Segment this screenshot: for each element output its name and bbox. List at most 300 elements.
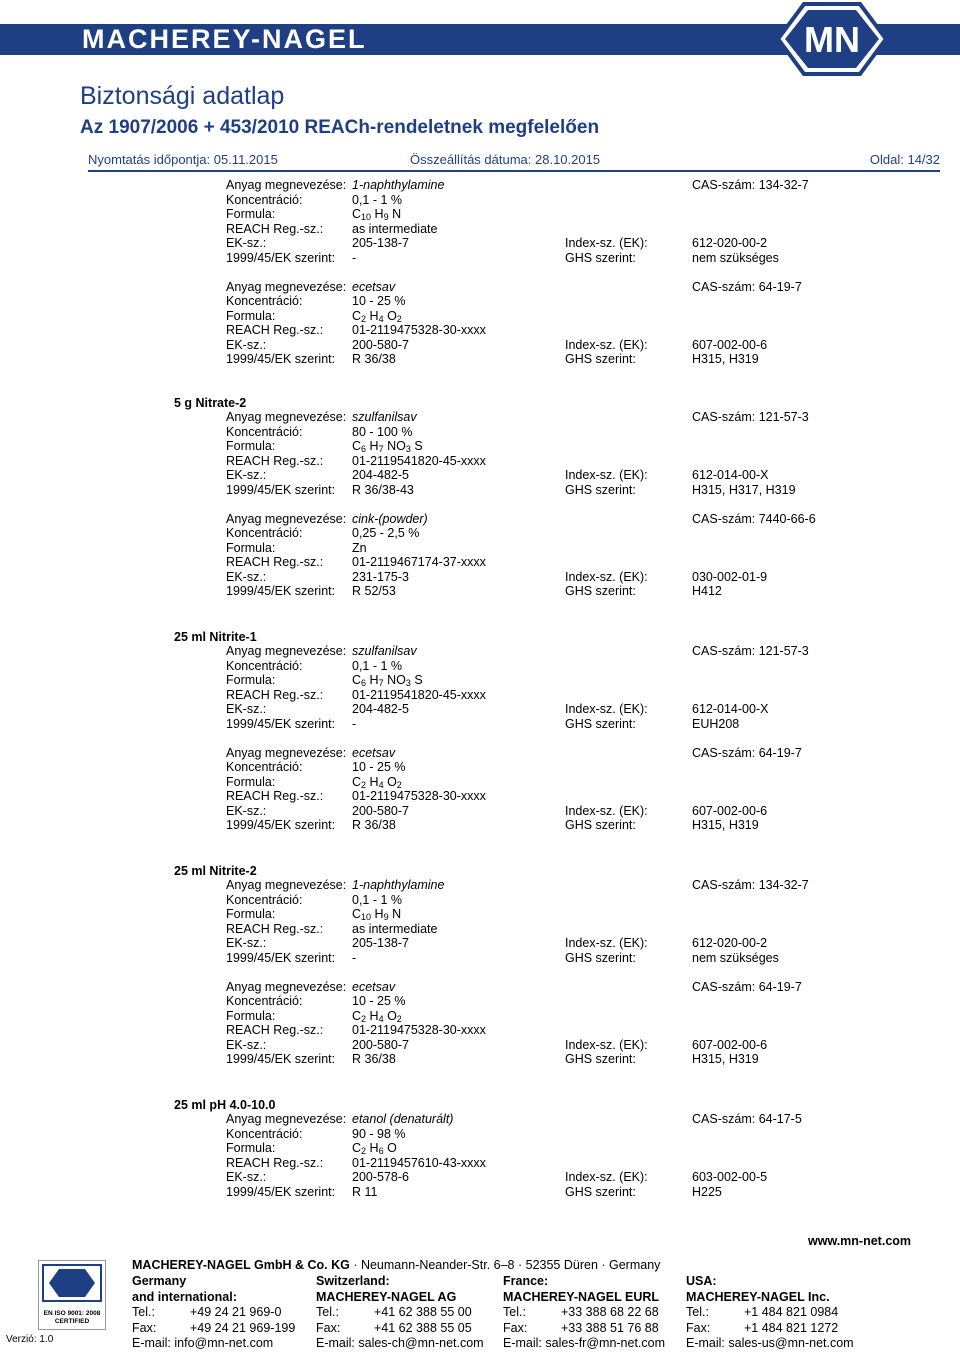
index-number: 607-002-00-6	[692, 803, 768, 818]
footer-fax	[686, 1321, 854, 1337]
label-index: Index-sz. (EK):	[565, 1037, 648, 1052]
r-phrase: R 36/38	[352, 352, 396, 366]
label-cas: CAS-szám:	[692, 878, 756, 892]
footer-tel-label: Tel.:	[503, 1305, 526, 1319]
label-reach: REACH Reg.-sz.:	[226, 687, 324, 702]
substance-row	[0, 193, 960, 208]
substance-row	[0, 280, 960, 295]
label-concentration: Koncentráció:	[226, 526, 303, 540]
concentration-value: 90 - 98 %	[352, 1126, 406, 1141]
brand-name: MACHEREY-NAGEL	[82, 24, 367, 54]
footer-company-address: · Neumann-Neander-Str. 6–8 · 52355 Düren · Germany	[349, 1258, 661, 1272]
formula-subscript: 2	[396, 779, 402, 790]
footer-contact-column	[503, 1274, 665, 1352]
concentration-value: 10 - 25 %	[352, 994, 406, 1008]
substance-row	[0, 338, 960, 353]
reach-number: 01-2119475328-30-xxxx	[352, 1023, 486, 1037]
formula-subscript: 9	[383, 912, 389, 922]
label-ghs: GHS szerint:	[565, 250, 636, 265]
reach-number: 01-2119541820-45-xxxx	[352, 453, 486, 468]
label-ek: EK-sz.:	[226, 936, 267, 950]
ghs-statement: EUH208	[692, 716, 740, 731]
ek-number: 200-580-7	[352, 1037, 409, 1052]
substance-row	[0, 570, 960, 585]
formula-element: O	[387, 308, 397, 323]
formula-element: H	[374, 907, 384, 921]
label-concentration: Koncentráció:	[226, 424, 303, 439]
substance-row	[0, 760, 960, 775]
cas-value: 134-32-7	[758, 178, 809, 192]
formula-subscript: 6	[378, 1146, 384, 1156]
logo-text: MN	[804, 19, 860, 60]
mn-logo-icon	[776, 2, 888, 76]
label-concentration: Koncentráció:	[226, 294, 303, 308]
label-name: Anyag megnevezése:	[226, 979, 347, 994]
formula-element: C	[352, 308, 362, 323]
label-ek: EK-sz.:	[226, 1037, 267, 1052]
formula-subscript: 6	[361, 444, 367, 454]
substance-row	[0, 294, 960, 309]
formula-element: C	[352, 774, 362, 789]
r-phrase: R 36/38	[352, 818, 396, 832]
substance-group	[0, 630, 960, 833]
index-number: 612-014-00-X	[692, 468, 769, 482]
formula-element: NO	[387, 439, 406, 453]
substance-row	[0, 659, 960, 674]
substance-row	[0, 1156, 960, 1171]
concentration-value: 0,25 - 2,5 %	[352, 526, 420, 540]
substance-row	[0, 1127, 960, 1142]
label-name: Anyag megnevezése:	[226, 1112, 347, 1126]
footer-contact-column	[132, 1274, 295, 1352]
reach-number: 01-2119475328-30-xxxx	[352, 789, 486, 803]
substance-row	[0, 907, 960, 922]
ek-number: 204-482-5	[352, 468, 409, 482]
footer-fax-value: +49 24 21 969-199	[190, 1320, 296, 1335]
formula-subscript: 2	[396, 313, 402, 324]
substance-row	[0, 468, 960, 483]
label-directive: 1999/45/EK szerint:	[226, 584, 336, 598]
label-concentration: Koncentráció:	[226, 892, 303, 907]
label-cas: CAS-szám:	[692, 279, 756, 294]
footer-fax-value: +33 388 51 76 88	[561, 1320, 659, 1335]
substance-row	[0, 1023, 960, 1038]
compile-date: Összeállítás dátuma: 28.10.2015	[410, 152, 601, 167]
formula-element: H	[374, 207, 384, 221]
ek-number: 205-138-7	[352, 936, 409, 950]
cas-number	[692, 644, 809, 659]
concentration-value: 10 - 25 %	[352, 294, 406, 308]
substance-row	[0, 804, 960, 819]
footer-fax-label: Fax:	[316, 1320, 341, 1335]
substance-entry	[0, 878, 960, 965]
substance-name: ecetsav	[352, 745, 396, 760]
substance-row	[0, 922, 960, 937]
substance-row	[0, 207, 960, 222]
footer-email: E-mail: sales-ch@mn-net.com	[316, 1336, 484, 1350]
label-index: Index-sz. (EK):	[565, 1170, 648, 1184]
formula-element: C	[352, 207, 362, 221]
substance-row	[0, 644, 960, 659]
formula-subscript: 10	[361, 212, 372, 222]
formula-element: NO	[387, 673, 406, 687]
formula-element: C	[352, 907, 362, 921]
cas-number	[692, 410, 809, 425]
substance-row	[0, 1112, 960, 1127]
label-directive: 1999/45/EK szerint:	[226, 950, 336, 965]
group-title: 25 ml Nitrite-1	[174, 629, 257, 644]
label-concentration: Koncentráció:	[226, 1126, 303, 1141]
group-title: 25 ml Nitrite-2	[174, 863, 257, 878]
page-number: Oldal: 14/32	[869, 152, 940, 167]
reach-number: 01-2119457610-43-xxxx	[352, 1155, 486, 1170]
label-ghs: GHS szerint:	[565, 950, 636, 965]
cas-number	[692, 280, 802, 295]
certification-logo-icon	[39, 1261, 105, 1305]
label-cas: CAS-szám:	[692, 979, 756, 994]
label-directive: 1999/45/EK szerint:	[226, 716, 336, 731]
ek-number: 200-578-6	[352, 1170, 409, 1184]
r-phrase: R 36/38-43	[352, 482, 414, 497]
ek-number: 231-175-3	[352, 569, 409, 584]
cas-number	[692, 178, 809, 193]
footer-entity: MACHEREY-NAGEL Inc.	[686, 1289, 830, 1304]
cas-number	[692, 980, 802, 995]
substance-name: 1-naphthylamine	[352, 878, 445, 892]
footer-company-line	[132, 1258, 660, 1274]
label-directive: 1999/45/EK szerint:	[226, 352, 336, 366]
label-formula: Formula:	[226, 673, 276, 687]
concentration-value: 0,1 - 1 %	[352, 892, 403, 907]
print-info-line	[88, 150, 940, 172]
formula-subscript: 6	[361, 678, 367, 688]
substance-name: cink-(powder)	[352, 511, 428, 526]
substance-row	[0, 951, 960, 966]
substance-row	[0, 717, 960, 732]
formula-element: O	[387, 774, 397, 789]
label-reach: REACH Reg.-sz.:	[226, 323, 324, 337]
footer-email: E-mail: sales-us@mn-net.com	[686, 1336, 854, 1350]
r-phrase: R 52/53	[352, 584, 396, 598]
label-ek: EK-sz.:	[226, 803, 267, 818]
cas-value: 64-19-7	[758, 979, 802, 994]
substance-row	[0, 702, 960, 717]
substance-row	[0, 1170, 960, 1185]
ek-number: 205-138-7	[352, 236, 409, 250]
substance-entry	[0, 644, 960, 731]
substance-row	[0, 222, 960, 237]
substance-row	[0, 439, 960, 454]
footer-entity: and international:	[132, 1289, 237, 1304]
footer-region: France:	[503, 1274, 549, 1288]
formula-element: O	[387, 1008, 397, 1023]
label-index: Index-sz. (EK):	[565, 569, 648, 584]
r-phrase: -	[352, 716, 357, 731]
version-label: Verzió: 1.0	[6, 1334, 54, 1345]
substance-row	[0, 526, 960, 541]
formula-element: C	[352, 673, 362, 687]
concentration-value: 10 - 25 %	[352, 760, 406, 774]
label-formula: Formula:	[226, 774, 276, 789]
ghs-statement: H315, H317, H319	[692, 482, 796, 497]
footer-website: www.mn-net.com	[808, 1234, 912, 1248]
ghs-statement: H315, H319	[692, 818, 759, 832]
footer-fax-label: Fax:	[503, 1320, 528, 1335]
substance-row	[0, 994, 960, 1009]
formula-element: H	[369, 1141, 379, 1155]
formula-element: H	[369, 774, 379, 789]
substance-name: szulfanilsav	[352, 644, 417, 658]
formula-subscript: 2	[396, 1013, 402, 1024]
label-cas: CAS-szám:	[692, 644, 756, 658]
formula-subscript: 7	[378, 678, 384, 688]
formula-subscript: 2	[361, 313, 367, 324]
label-reach: REACH Reg.-sz.:	[226, 555, 324, 569]
footer-contact-column	[316, 1274, 484, 1352]
substance-row	[0, 1038, 960, 1053]
label-name: Anyag megnevezése:	[226, 878, 347, 892]
index-number: 612-020-00-2	[692, 936, 768, 950]
formula-subscript: 10	[361, 912, 372, 922]
index-number: 603-002-00-5	[692, 1170, 768, 1184]
label-formula: Formula:	[226, 1141, 276, 1155]
print-date: Nyomtatás időpontja: 05.11.2015	[88, 152, 278, 167]
formula-subscript: 2	[361, 1146, 367, 1156]
substance-row	[0, 178, 960, 193]
formula-element: Zn	[352, 540, 367, 555]
ek-number: 204-482-5	[352, 702, 409, 716]
reach-number: 01-2119541820-45-xxxx	[352, 687, 486, 702]
footer-tel-label: Tel.:	[686, 1305, 709, 1319]
cas-value: 7440-66-6	[758, 511, 816, 526]
footer-tel	[686, 1305, 854, 1321]
footer-contact-column	[686, 1274, 854, 1352]
formula-element: H	[369, 439, 379, 453]
footer-region: Switzerland:	[316, 1274, 390, 1288]
substance-entry	[0, 746, 960, 833]
label-formula: Formula:	[226, 439, 276, 453]
substance-row	[0, 878, 960, 893]
substance-row	[0, 980, 960, 995]
formula-element: S	[414, 673, 423, 687]
r-phrase: R 11	[352, 1184, 378, 1199]
label-reach: REACH Reg.-sz.:	[226, 921, 324, 936]
ghs-statement: H412	[692, 584, 722, 598]
label-formula: Formula:	[226, 540, 276, 555]
substance-name: 1-naphthylamine	[352, 178, 445, 192]
label-ek: EK-sz.:	[226, 337, 267, 352]
index-number: 030-002-01-9	[692, 569, 768, 584]
footer-tel-value: +41 62 388 55 00	[374, 1305, 472, 1319]
label-formula: Formula:	[226, 1008, 276, 1023]
label-concentration: Koncentráció:	[226, 994, 303, 1008]
label-index: Index-sz. (EK):	[565, 468, 648, 482]
group-title: 25 ml pH 4.0-10.0	[174, 1097, 276, 1112]
ek-number: 200-580-7	[352, 337, 409, 352]
cas-value: 64-19-7	[758, 745, 802, 760]
label-reach: REACH Reg.-sz.:	[226, 221, 324, 236]
substance-row	[0, 323, 960, 338]
substance-name: etanol (denaturált)	[352, 1112, 454, 1126]
label-ek: EK-sz.:	[226, 468, 267, 482]
substance-row	[0, 454, 960, 469]
footer-tel	[316, 1305, 484, 1321]
substance-entry	[0, 980, 960, 1067]
label-concentration: Koncentráció:	[226, 760, 303, 774]
label-index: Index-sz. (EK):	[565, 337, 648, 352]
label-cas: CAS-szám:	[692, 178, 756, 192]
substance-entry	[0, 512, 960, 599]
r-phrase: -	[352, 950, 357, 965]
label-reach: REACH Reg.-sz.:	[226, 789, 324, 803]
label-concentration: Koncentráció:	[226, 658, 303, 673]
label-cas: CAS-szám:	[692, 410, 756, 424]
formula-subscript: 4	[378, 1013, 384, 1024]
label-ek: EK-sz.:	[226, 1170, 267, 1184]
formula-element: C	[352, 1008, 362, 1023]
substance-row	[0, 584, 960, 599]
cas-value: 121-57-3	[758, 644, 809, 658]
footer-tel-value: +33 388 68 22 68	[561, 1305, 659, 1319]
label-directive: 1999/45/EK szerint:	[226, 250, 336, 265]
substance-entry	[0, 410, 960, 497]
index-number: 612-020-00-2	[692, 236, 768, 250]
ghs-statement: nem szükséges	[692, 950, 779, 965]
label-name: Anyag megnevezése:	[226, 745, 347, 760]
formula-element: N	[392, 207, 402, 221]
r-phrase: -	[352, 250, 357, 265]
footer-fax-value: +1 484 821 1272	[744, 1320, 839, 1335]
footer-fax-value: +41 62 388 55 05	[374, 1320, 472, 1335]
footer-tel-value: +49 24 21 969-0	[190, 1305, 282, 1319]
label-formula: Formula:	[226, 308, 276, 323]
substance-row	[0, 425, 960, 440]
substance-row	[0, 410, 960, 425]
footer-tel	[132, 1305, 295, 1321]
label-ghs: GHS szerint:	[565, 1052, 636, 1066]
footer-fax-label: Fax:	[132, 1320, 157, 1335]
substance-row	[0, 251, 960, 266]
label-reach: REACH Reg.-sz.:	[226, 453, 324, 468]
formula-element: O	[387, 1141, 397, 1155]
cas-value: 64-19-7	[758, 279, 802, 294]
cas-number	[692, 1112, 802, 1127]
formula-value	[352, 541, 367, 556]
substance-row	[0, 893, 960, 908]
substance-row	[0, 1052, 960, 1067]
label-index: Index-sz. (EK):	[565, 803, 648, 818]
label-formula: Formula:	[226, 907, 276, 921]
formula-element: H	[369, 673, 379, 687]
substance-row	[0, 512, 960, 527]
certification-badge	[38, 1260, 106, 1330]
substance-row	[0, 541, 960, 556]
footer-entity: MACHEREY-NAGEL AG	[316, 1289, 457, 1304]
label-ghs: GHS szerint:	[565, 482, 636, 497]
ghs-statement: H315, H319	[692, 352, 759, 366]
substance-row	[0, 775, 960, 790]
footer-region: USA:	[686, 1274, 717, 1288]
label-directive: 1999/45/EK szerint:	[226, 1052, 336, 1066]
label-name: Anyag megnevezése:	[226, 410, 347, 424]
concentration-value: 0,1 - 1 %	[352, 192, 403, 207]
footer-fax	[316, 1321, 484, 1337]
footer-entity: MACHEREY-NAGEL EURL	[503, 1289, 660, 1304]
label-cas: CAS-szám:	[692, 745, 756, 760]
label-name: Anyag megnevezése:	[226, 511, 347, 526]
group-title: 5 g Nitrate-2	[174, 395, 247, 410]
substance-row	[0, 789, 960, 804]
label-directive: 1999/45/EK szerint:	[226, 482, 336, 497]
footer-company-name: MACHEREY-NAGEL GmbH & Co. KG	[132, 1258, 350, 1272]
footer-tel-label: Tel.:	[316, 1305, 339, 1319]
label-name: Anyag megnevezése:	[226, 279, 347, 294]
cas-number	[692, 746, 802, 761]
formula-element: S	[414, 439, 423, 453]
label-name: Anyag megnevezése:	[226, 178, 347, 192]
document-subtitle: Az 1907/2006 + 453/2010 REACh-rendeletnek megfelelően	[80, 117, 600, 138]
substance-group	[0, 178, 960, 367]
substance-group	[0, 396, 960, 599]
formula-subscript: 4	[378, 313, 384, 324]
substance-row	[0, 352, 960, 367]
formula-element: C	[352, 439, 362, 453]
footer-email: E-mail: info@mn-net.com	[132, 1336, 274, 1350]
label-formula: Formula:	[226, 207, 276, 221]
footer-email: E-mail: sales-fr@mn-net.com	[503, 1336, 666, 1350]
formula-subscript: 2	[361, 779, 367, 790]
label-ghs: GHS szerint:	[565, 1184, 636, 1199]
index-number: 607-002-00-6	[692, 337, 768, 352]
label-directive: 1999/45/EK szerint:	[226, 818, 336, 832]
formula-subscript: 9	[383, 212, 389, 222]
formula-subscript: 2	[361, 1013, 367, 1024]
substance-entry	[0, 280, 960, 367]
cas-value: 134-32-7	[758, 878, 809, 892]
substance-row	[0, 1185, 960, 1200]
substance-name: ecetsav	[352, 279, 396, 294]
substance-list	[0, 178, 960, 1230]
ek-number: 200-580-7	[352, 803, 409, 818]
substance-row	[0, 688, 960, 703]
label-reach: REACH Reg.-sz.:	[226, 1023, 324, 1037]
ghs-statement: H315, H319	[692, 1052, 759, 1066]
label-index: Index-sz. (EK):	[565, 702, 648, 716]
formula-element: H	[369, 308, 379, 323]
footer-fax	[503, 1321, 665, 1337]
substance-row	[0, 1009, 960, 1024]
index-number: 607-002-00-6	[692, 1037, 768, 1052]
footer-fax	[132, 1321, 295, 1337]
r-phrase: R 36/38	[352, 1052, 396, 1066]
formula-element: H	[369, 1008, 379, 1023]
formula-element: N	[392, 907, 402, 921]
label-cas: CAS-szám:	[692, 511, 756, 526]
formula-element: C	[352, 1141, 362, 1155]
substance-entry	[0, 178, 960, 265]
substance-group	[0, 864, 960, 1067]
document-title: Biztonsági adatlap	[80, 82, 285, 110]
substance-row	[0, 673, 960, 688]
substance-group	[0, 1098, 960, 1200]
ghs-statement: nem szükséges	[692, 250, 779, 265]
label-index: Index-sz. (EK):	[565, 236, 648, 250]
formula-subscript: 3	[405, 678, 411, 688]
cas-value: 64-17-5	[758, 1112, 802, 1126]
footer-tel-value: +1 484 821 0984	[744, 1305, 839, 1319]
substance-row	[0, 309, 960, 324]
formula-subscript: 7	[378, 444, 384, 454]
